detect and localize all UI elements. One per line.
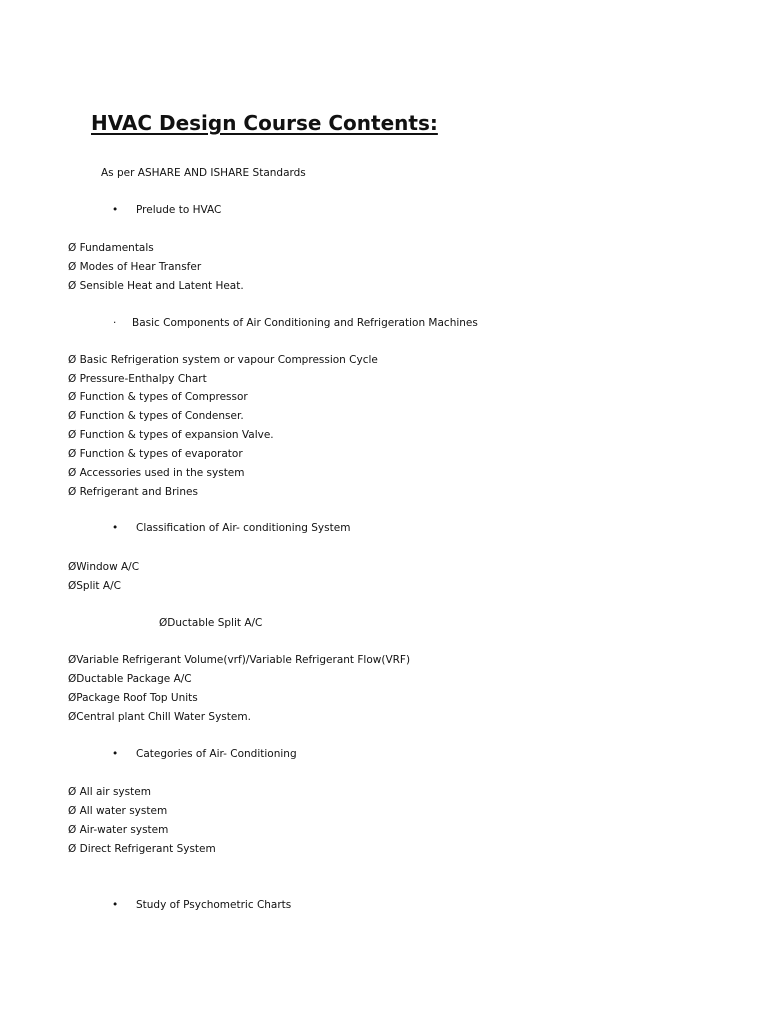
list-item: ØCentral plant Chill Water System. <box>68 711 251 723</box>
list-item: ØPackage Roof Top Units <box>68 692 198 704</box>
list-item: ØDuctable Package A/C <box>68 673 192 685</box>
list-item: Ø Refrigerant and Brines <box>68 486 198 498</box>
list-item: Ø Accessories used in the system <box>68 467 245 479</box>
section-heading-categories: Categories of Air- Conditioning <box>136 748 297 760</box>
standards-subtitle: As per ASHARE AND ISHARE Standards <box>101 167 306 179</box>
list-item: Ø Function & types of evaporator <box>68 448 243 460</box>
list-item: Ø Fundamentals <box>68 242 154 254</box>
section-heading-prelude: Prelude to HVAC <box>136 204 222 216</box>
list-item: Ø Pressure-Enthalpy Chart <box>68 373 207 385</box>
bullet-icon: • <box>112 899 119 911</box>
list-item: Ø Function & types of expansion Valve. <box>68 429 274 441</box>
list-item: Ø Air-water system <box>68 824 169 836</box>
list-item: Ø Direct Refrigerant System <box>68 843 216 855</box>
list-item: Ø All water system <box>68 805 168 817</box>
section-heading-psychometric: Study of Psychometric Charts <box>136 899 292 911</box>
list-item: ØWindow A/C <box>68 561 140 573</box>
section-heading-basic-components: Basic Components of Air Conditioning and Refrigeration Machines <box>132 317 478 329</box>
list-item: Ø Function & types of Compressor <box>68 391 248 403</box>
list-item: Ø Modes of Hear Transfer <box>68 261 202 273</box>
bullet-icon: • <box>112 522 119 534</box>
bullet-icon: • <box>112 748 119 760</box>
list-item: ØVariable Refrigerant Volume(vrf)/Variable Refrigerant Flow(VRF) <box>68 654 411 666</box>
list-item: Ø All air system <box>68 786 151 798</box>
list-item: Ø Basic Refrigeration system or vapour Compression Cycle <box>68 354 378 366</box>
list-item: Ø Sensible Heat and Latent Heat. <box>68 280 244 292</box>
page-title: HVAC Design Course Contents: <box>91 111 438 135</box>
bullet-icon: · <box>113 317 117 329</box>
list-item: Ø Function & types of Condenser. <box>68 410 244 422</box>
bullet-icon: • <box>112 204 119 216</box>
section-heading-classification: Classification of Air- conditioning System <box>136 522 351 534</box>
list-item: ØSplit A/C <box>68 580 121 592</box>
list-item-indented: ØDuctable Split A/C <box>159 617 263 629</box>
